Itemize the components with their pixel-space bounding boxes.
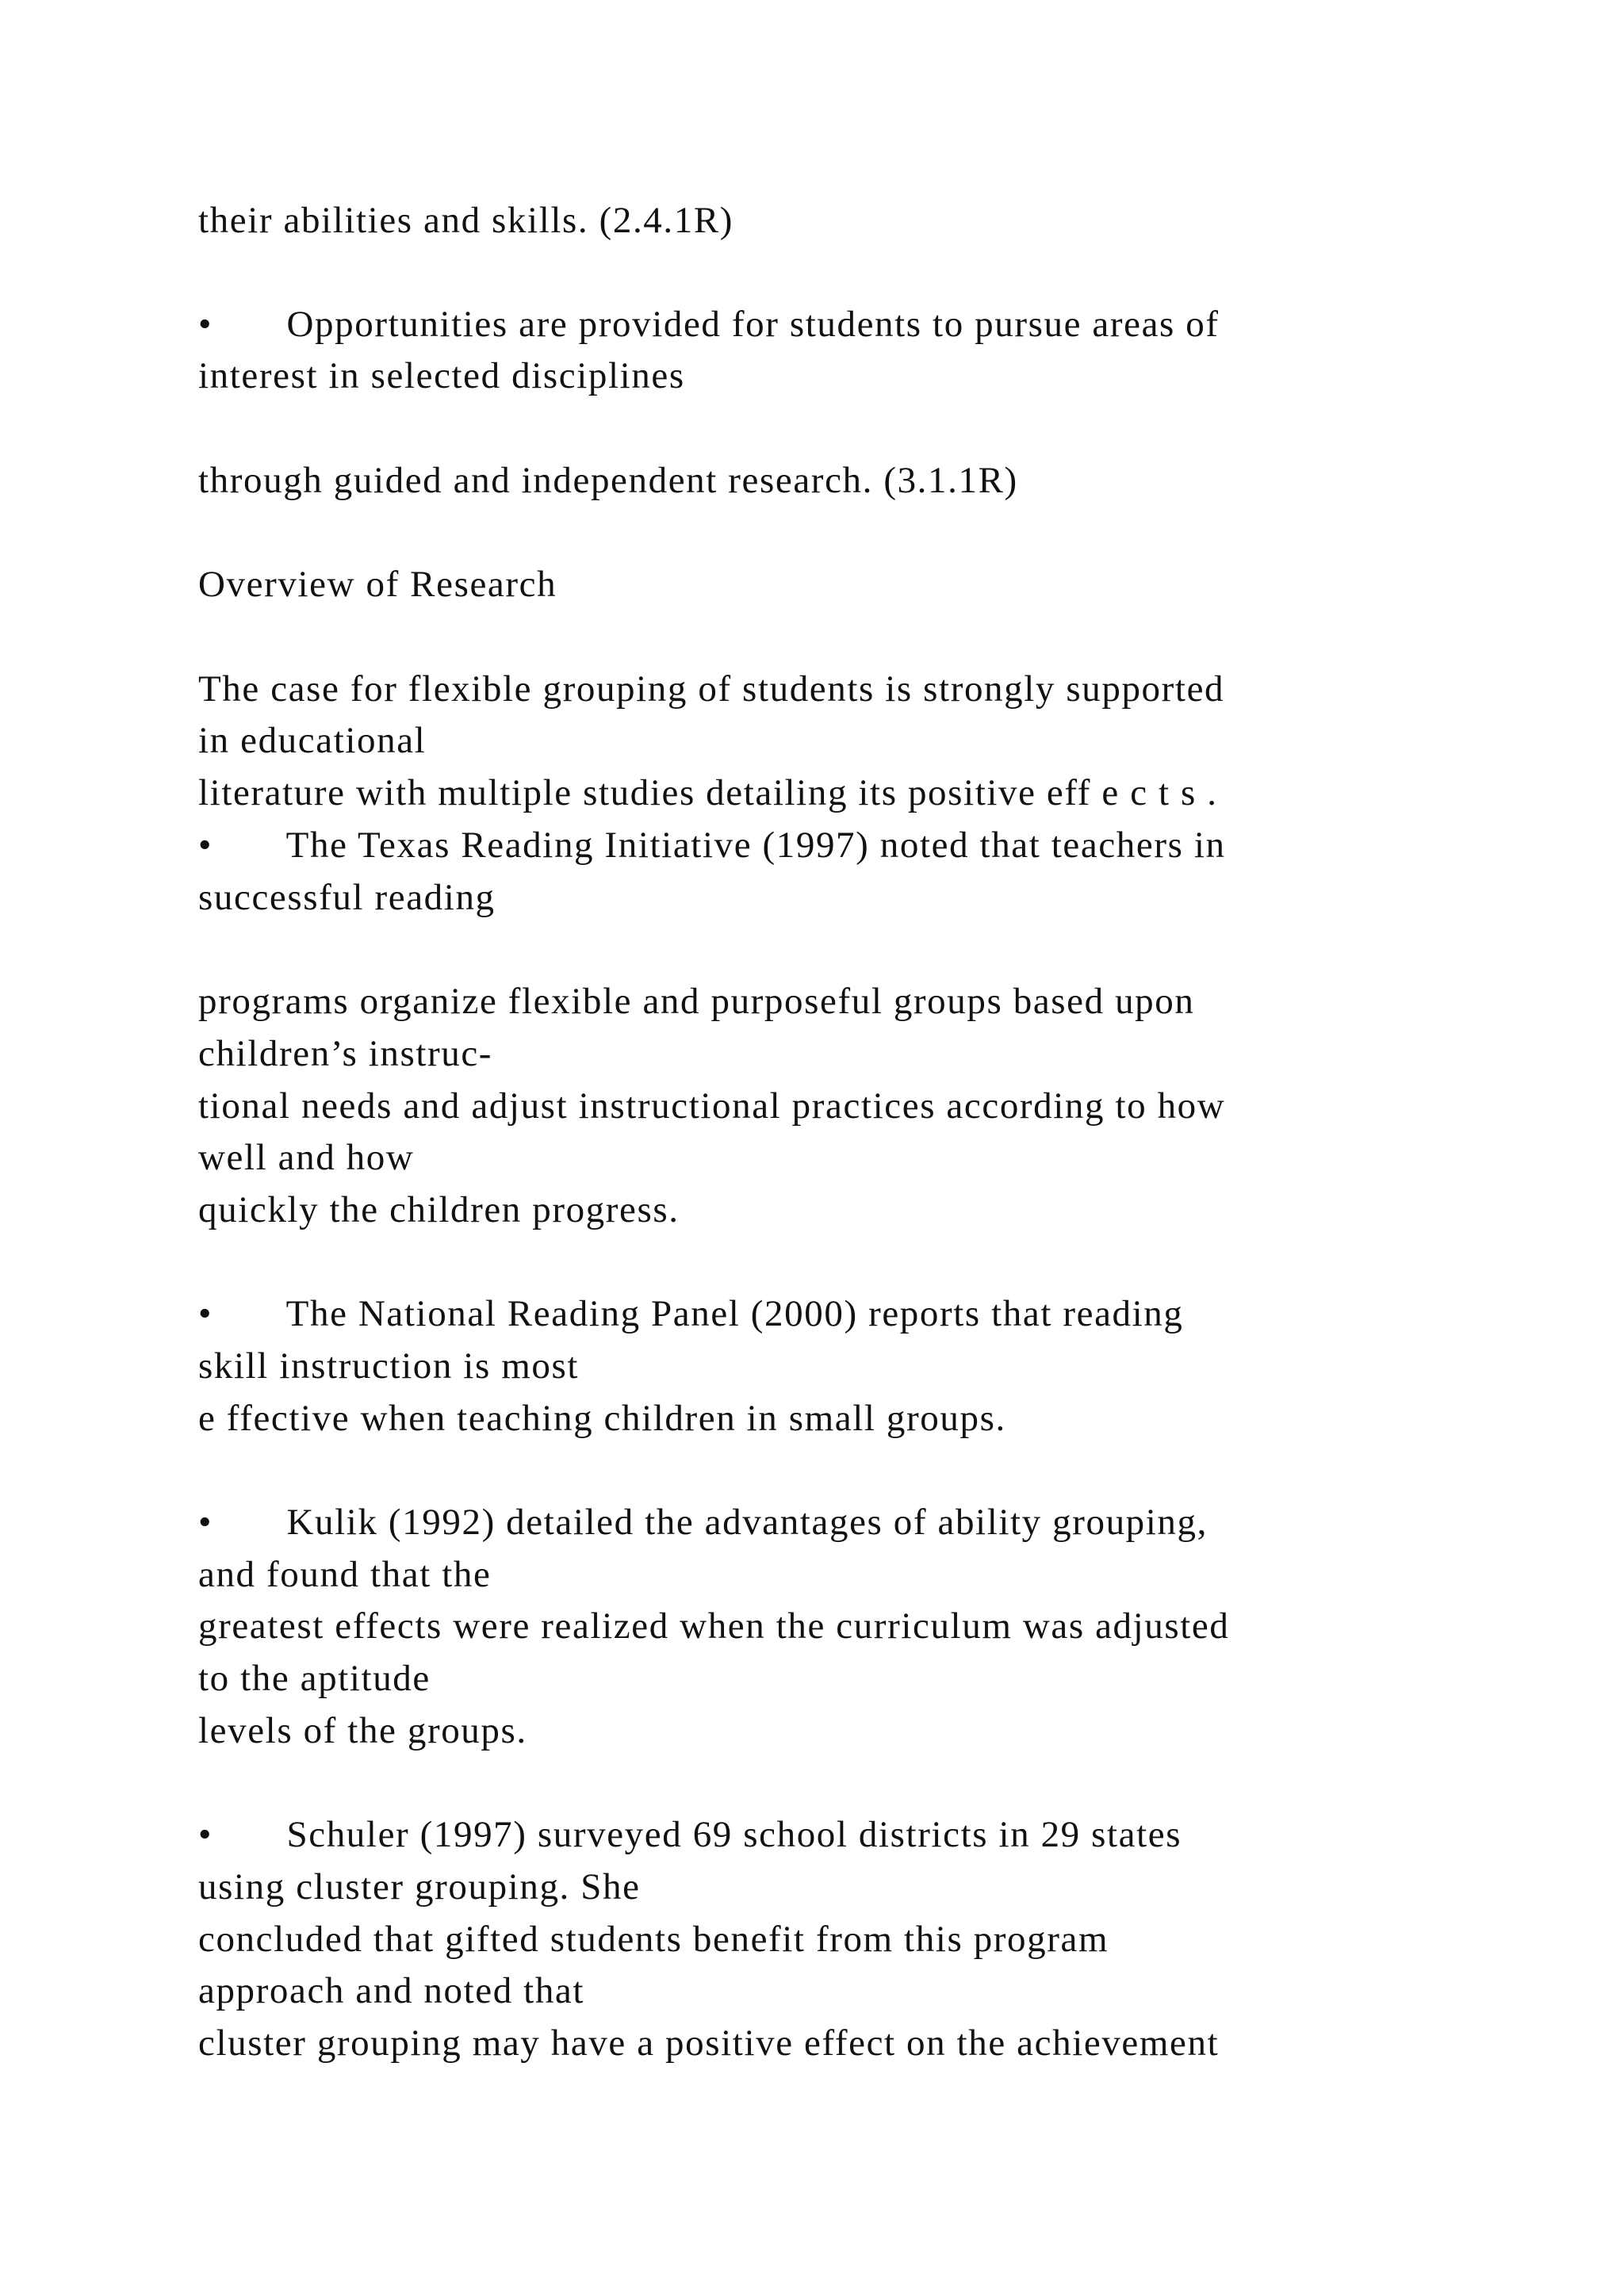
text-line: their abilities and skills. (2.4.1R) (198, 200, 734, 241)
text-line: interest in selected disciplines (198, 355, 685, 396)
text-line: children’s instruc- (198, 1033, 493, 1074)
text-line: tional needs and adjust instructional practices according to how (198, 1085, 1226, 1127)
text-line: literature with multiple studies detailing its positive eff e c t s . (198, 772, 1218, 813)
bullet-line: • Kulik (1992) detailed the advantages of ability grouping, (198, 1502, 1208, 1543)
text-line: through guided and independent research. (3.1.1R) (198, 460, 1018, 501)
text-line: concluded that gifted students benefit from this program (198, 1919, 1109, 1960)
bullet-line: • The Texas Reading Initiative (1997) noted that teachers in (198, 825, 1226, 866)
text-line: skill instruction is most (198, 1345, 580, 1387)
text-line: e ffective when teaching children in small groups. (198, 1398, 1006, 1439)
text-line: and found that the (198, 1554, 492, 1595)
text-line: levels of the groups. (198, 1710, 527, 1751)
bullet-line: • Schuler (1997) surveyed 69 school districts in 29 states (198, 1814, 1182, 1855)
text-line: greatest effects were realized when the curriculum was adjusted (198, 1605, 1230, 1647)
text-line: cluster grouping may have a positive effect on the achievement (198, 2022, 1220, 2064)
text-line: programs organize flexible and purposeful groups based upon (198, 981, 1195, 1022)
text-line: well and how (198, 1137, 415, 1178)
text-line: successful reading (198, 877, 496, 918)
text-line: approach and noted that (198, 1970, 585, 2011)
text-line: The case for flexible grouping of students is strongly supported (198, 668, 1225, 710)
text-line: in educational (198, 720, 427, 761)
section-heading: Overview of Research (198, 564, 557, 605)
bullet-line: • The National Reading Panel (2000) reports that reading (198, 1293, 1184, 1334)
text-line: using cluster grouping. She (198, 1866, 641, 1908)
text-line: quickly the children progress. (198, 1189, 680, 1230)
bullet-line: • Opportunities are provided for students to pursue areas of (198, 304, 1220, 345)
text-line: to the aptitude (198, 1658, 431, 1699)
